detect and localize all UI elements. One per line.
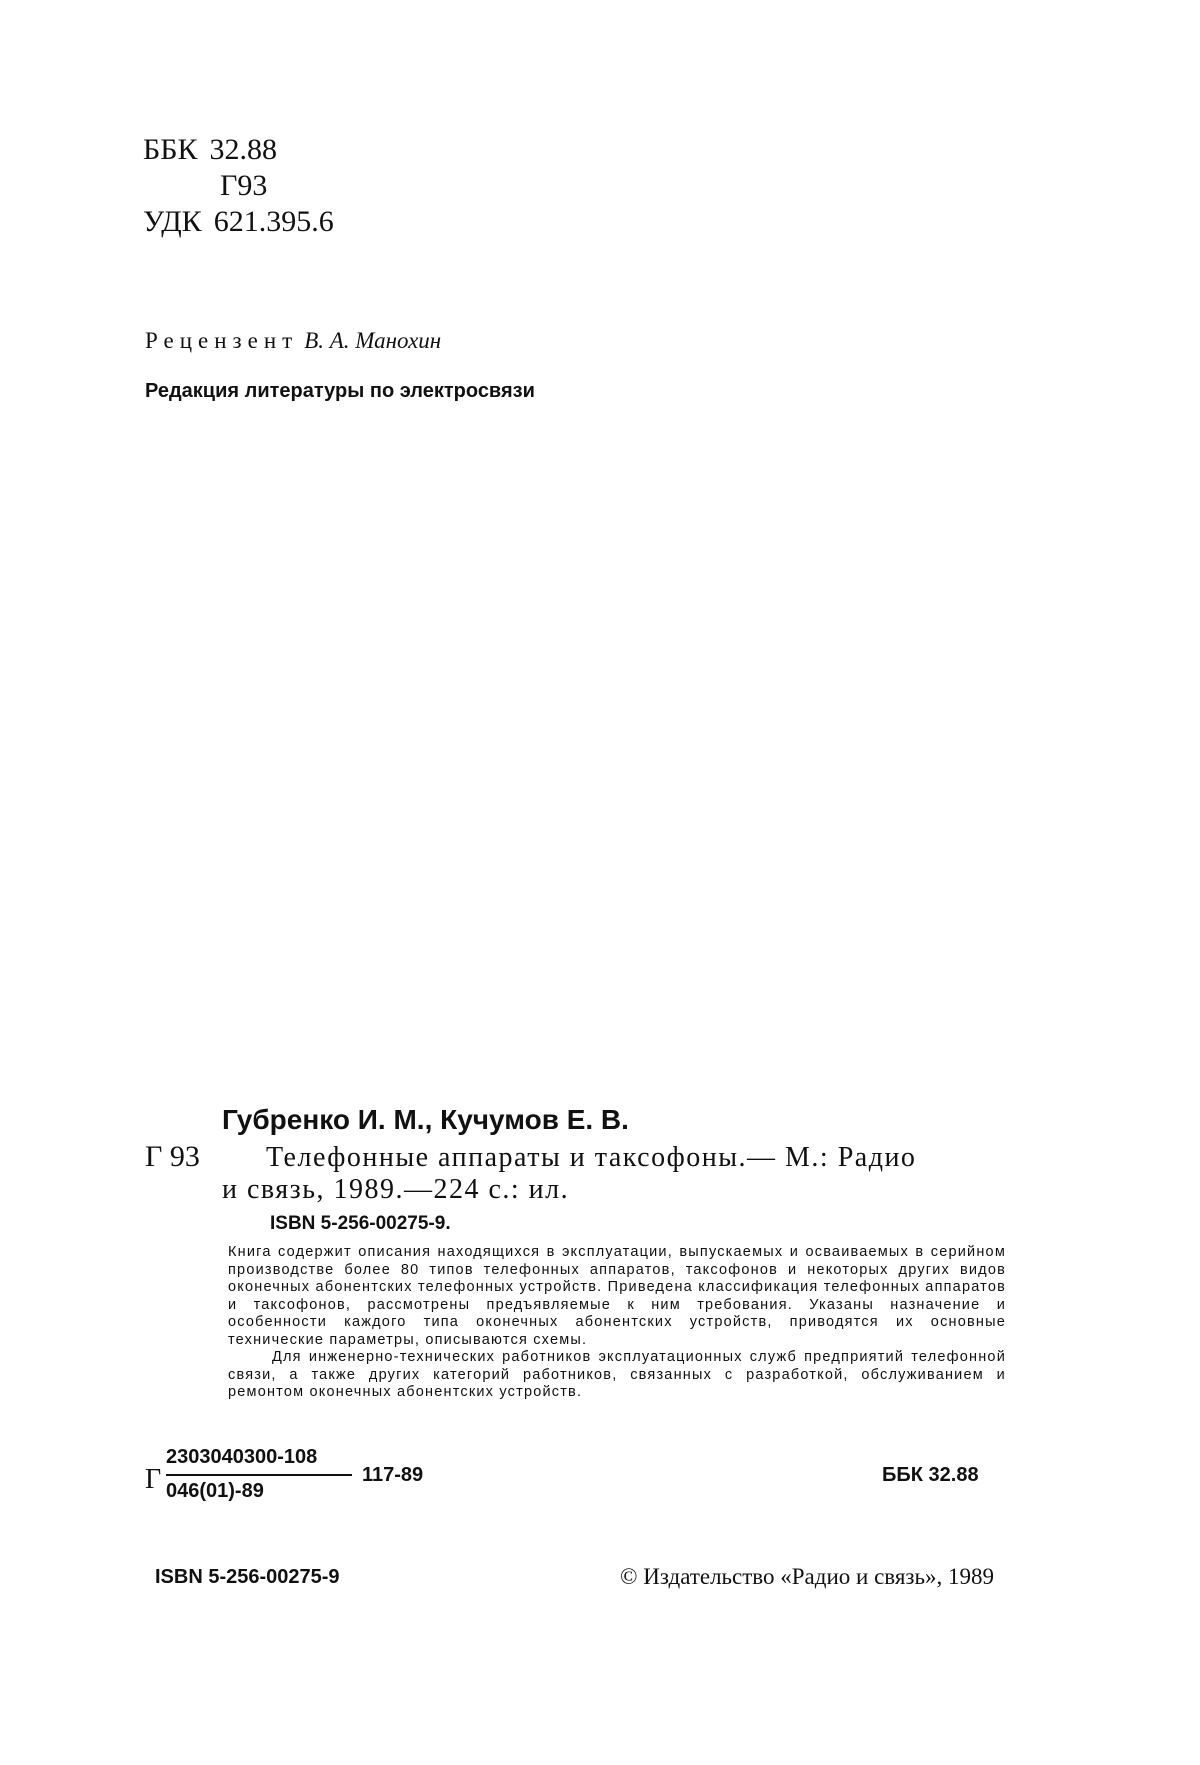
footer-isbn: ISBN 5-256-00275-9	[155, 1566, 340, 1588]
udk-line	[143, 204, 334, 240]
card-title-line2: и связь, 1989.—224 с.: ил.	[222, 1174, 570, 1205]
bbk-value: 32.88	[209, 133, 277, 166]
code-numerator: 2303040300-108	[166, 1446, 318, 1468]
editorial-office: Редакция литературы по электросвязи	[145, 380, 535, 402]
reviewer-name: В. А. Манохин	[304, 328, 442, 353]
bbk-line	[143, 132, 277, 168]
card-isbn: ISBN 5-256-00275-9.	[270, 1213, 451, 1234]
code-suffix: 117-89	[362, 1464, 424, 1486]
card-annotation	[228, 1244, 1006, 1402]
code-fraction-line	[166, 1474, 352, 1476]
code-denominator: 046(01)-89	[166, 1480, 264, 1502]
card-index: Г 93	[145, 1140, 200, 1173]
code-letter: Г	[145, 1464, 162, 1495]
reviewer-label: Рецензент	[145, 328, 299, 353]
card-title-line1: Телефонные аппараты и таксофоны.— М.: Радио	[266, 1142, 917, 1173]
annotation-paragraph-2: Для инженерно-технических работников эксплуатационных служб предприятий телефонной связи, а также других категорий работников, связанных с разработкой, обслуживанием и ремонтом оконечных абонентских устройств.	[228, 1349, 1006, 1400]
card-bbk: ББК 32.88	[882, 1464, 979, 1486]
footer-copyright: © Издательство «Радио и связь», 1989	[620, 1564, 994, 1589]
author-mark: Г93	[220, 169, 268, 202]
udk-label: УДК	[143, 205, 202, 238]
bbk-label: ББК	[143, 133, 198, 166]
reviewer	[145, 328, 441, 354]
card-authors: Губренко И. М., Кучумов Е. В.	[222, 1104, 629, 1135]
annotation-paragraph-1: Книга содержит описания находящихся в эксплуатации, выпускаемых и осваиваемых в серийном производстве более 80 типов телефонных аппаратов, таксофонов и некоторых других видов оконечных абонентских телефонных устройств. Приведена классификация телефонных аппаратов и таксофонов, рассмотрены предъявляемые к ним требования. Указаны назначение и особенности каждого типа оконечных абонентских устройств, приводятся их основные технические параметры, описываются схемы.	[228, 1244, 1006, 1348]
udk-value: 621.395.6	[213, 205, 334, 238]
